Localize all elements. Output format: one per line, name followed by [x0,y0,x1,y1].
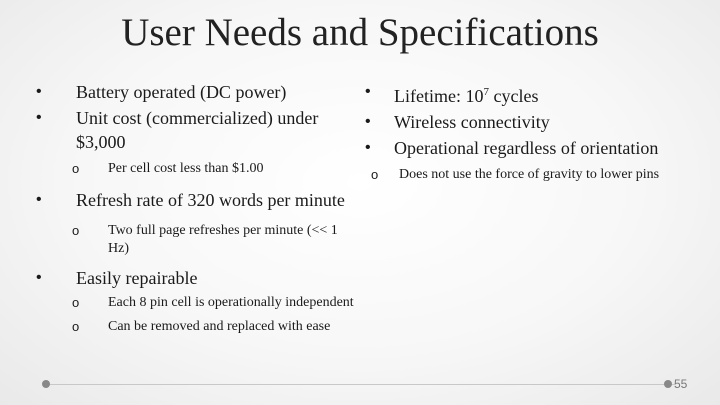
sub-bullet-gravity [369,166,695,184]
bullet-lifetime [365,80,695,108]
bullet-text: Refresh rate of 320 words per minute [76,190,345,210]
bullet-marker: • [36,191,42,208]
bullet-marker: • [36,83,42,100]
sub-bullet-marker: o [72,223,80,238]
sub-bullet-text: Per cell cost less than $1.00 [108,161,264,176]
bullet-text: Unit cost (commercialized) under $3,000 [76,108,319,152]
sub-bullet-text: Can be removed and replaced with ease [108,319,331,334]
sub-bullet-replaceable [64,318,362,336]
bullet-text: Battery operated (DC power) [76,82,287,102]
bullet-wireless [365,110,695,134]
bullet-marker: • [36,269,42,286]
bullet-marker: • [365,113,371,130]
sub-bullet-independent-cell [64,294,362,312]
bullet-repairable [32,266,362,290]
sub-bullet-cell-cost [64,160,362,178]
page-number: 55 [674,377,688,391]
sub-bullet-text: Does not use the force of gravity to lower pins [399,167,660,182]
sub-bullet-text: Each 8 pin cell is operationally independent [108,295,354,310]
sub-bullet-text: Two full page refreshes per minute (<< 1 Hz) [108,223,338,256]
footer-rule [45,384,676,385]
sub-bullet-marker: o [72,319,80,334]
bullet-refresh-rate [32,188,362,212]
slide-title: User Needs and Specifications [121,11,599,54]
bullet-marker: • [365,139,371,156]
bullet-marker: • [365,83,371,100]
bullet-battery [32,80,362,104]
bullet-text-prefix: Lifetime: 10 [394,86,484,106]
footer-right-dot [664,380,672,388]
bullet-text-suffix: cycles [493,86,539,106]
sub-bullet-marker: o [72,295,80,310]
bullet-text: Operational regardless of orientation [394,138,659,158]
sub-bullet-marker: o [72,161,80,176]
bullet-text-exponent: 7 [483,86,489,98]
sub-bullet-page-refresh [64,222,362,258]
bullet-orientation [365,136,695,160]
bullet-marker: • [36,109,42,126]
bullet-text: Easily repairable [76,268,198,288]
bullet-text: Wireless connectivity [394,112,550,132]
right-column [365,80,695,190]
left-column [32,80,362,342]
bullet-unit-cost [32,106,362,154]
sub-bullet-marker: o [371,167,379,182]
footer-left-dot [42,380,50,388]
